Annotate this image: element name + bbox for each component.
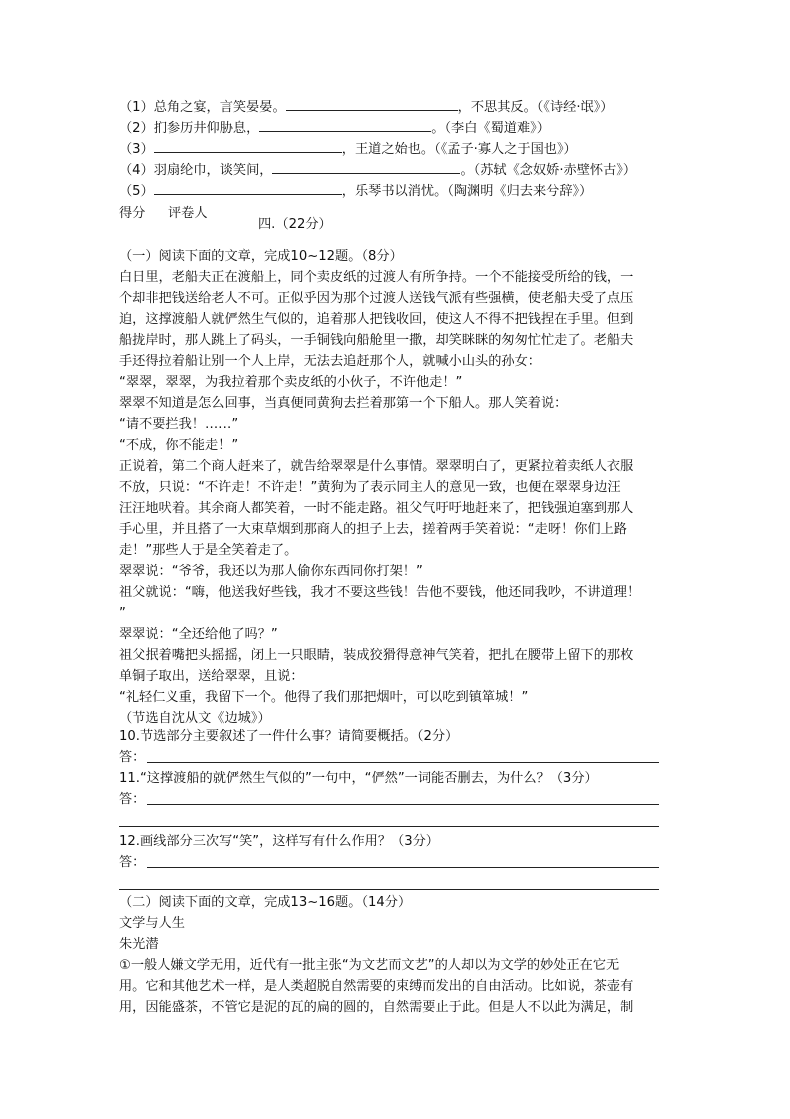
- passage-line: ①一般人嫌文学无用，近代有一批主张“为文艺而文艺”的人却以为文学的妙处正在它无: [119, 958, 620, 973]
- passage-line: 迫，这撑渡船人就俨然生气似的，追着那人把钱收回，使这人不得不把钱捏在手里。但到: [119, 312, 634, 327]
- answer-line[interactable]: [147, 804, 659, 805]
- answer-blank[interactable]: [154, 138, 342, 153]
- fill-blank-1-prefix: （1）总角之宴，言笑晏晏。: [119, 100, 286, 115]
- answer-line[interactable]: [147, 867, 659, 868]
- passage-line: 用。它和其他艺术一样，是人类超脱自然需要的束缚而发出的自由活动。比如说，茶壶有: [119, 979, 634, 994]
- passage-line: 单铜子取出，送给翠翠，且说：: [119, 669, 304, 684]
- answer-blank[interactable]: [286, 96, 458, 111]
- score-label: 得分: [119, 206, 146, 221]
- passage-line: 走！”那些人于是全笑着走了。: [119, 543, 298, 558]
- fill-blank-5: [119, 180, 592, 202]
- fill-blank-3-prefix: （3）: [119, 142, 154, 157]
- question-11: 11.“这撑渡船的就俨然生气似的”一句中，“俨然”一词能否删去，为什么？（3分）: [119, 771, 598, 786]
- passage-line: “不成，你不能走！”: [119, 438, 239, 453]
- answer-line[interactable]: [119, 889, 659, 890]
- fill-blank-3: [119, 138, 577, 160]
- passage-line: 翠翠说：“全还给他了吗？”: [119, 627, 278, 642]
- fill-blank-4: [119, 159, 636, 181]
- answer-line[interactable]: [147, 762, 659, 763]
- passage-line: “翠翠，翠翠，为我拉着那个卖皮纸的小伙子，不许他走！”: [119, 375, 463, 390]
- answer-blank[interactable]: [272, 159, 460, 174]
- passage-line: 翠翠说：“爷爷，我还以为那人偷你东西同你打架！”: [119, 564, 423, 579]
- passage-line: 手心里，并且搭了一大束草烟到那商人的担子上去，搓着两手笑着说：“走呀！你们上路: [119, 522, 627, 537]
- fill-blank-5-suffix: ，乐琴书以消忧。（陶渊明《归去来兮辞》）: [341, 184, 593, 199]
- fill-blank-2-prefix: （2）扪参历井仰胁息，: [119, 121, 260, 136]
- fill-blank-1: [119, 96, 613, 118]
- passage-line: 船拢岸时，那人跳上了码头，一手铜钱向船舱里一撒，却笑眯眯的匆匆忙忙走了。老船夫: [119, 333, 634, 348]
- passage-line: 白日里，老船夫正在渡船上，同个卖皮纸的过渡人有所争持。一个不能接受所给的钱，一: [119, 270, 634, 285]
- fill-blank-2: [119, 117, 550, 139]
- answer-blank[interactable]: [259, 117, 431, 132]
- fill-blank-5-prefix: （5）: [119, 184, 154, 199]
- fill-blank-2-suffix: 。（李白《蜀道难》）: [431, 121, 550, 136]
- passage-line: 正说着，第二个商人赶来了，就告给翠翠是什么事情。翠翠明白了，更紧拉着卖纸人衣服: [119, 459, 634, 474]
- fill-blank-4-suffix: 。（苏轼《念奴娇·赤壁怀古》）: [460, 163, 637, 178]
- fill-blank-3-suffix: ，王道之始也。（《孟子·寡人之于国也》）: [341, 142, 577, 157]
- fill-blank-1-suffix: ，不思其反。（《诗经·氓》）: [457, 100, 614, 115]
- passage-line: 手还得拉着船让别一个人上岸，无法去追赶那个人，就喊小山头的孙女：: [119, 354, 541, 369]
- passage-line: 用，因能盛茶，不管它是泥的瓦的扁的圆的，自然需要止于此。但是人不以此为满足，制: [119, 1000, 634, 1015]
- answer-blank[interactable]: [154, 180, 342, 195]
- passage-line: “礼轻仁义重，我留下一个。他得了我们那把烟叶，可以吃到镇箪城！”: [119, 690, 529, 705]
- section-heading: 四.（22分）: [258, 217, 332, 232]
- passage-line: 祖父就说：“嗨，他送我好些钱，我才不要这些钱！告他不要钱，他还同我吵，不讲道理！: [119, 585, 641, 600]
- question-10: 10.节选部分主要叙述了一件什么事？请简要概括。（2分）: [119, 729, 459, 744]
- passage-line: 汪汪地吠着。其余商人都笑着，一时不能走路。祖父气吁吁地赶来了，把钱强迫塞到那人: [119, 501, 634, 516]
- part1-instruction: （一）阅读下面的文章，完成10~12题。（8分）: [119, 249, 403, 264]
- article-title: 文学与人生: [119, 916, 185, 931]
- passage-line: “请不要拦我！……”: [119, 417, 239, 432]
- answer-label: 答：: [119, 792, 146, 807]
- answer-label: 答：: [119, 855, 146, 870]
- answer-label: 答：: [119, 750, 146, 765]
- answer-line[interactable]: [119, 826, 659, 827]
- grader-label: 评卷人: [168, 206, 208, 221]
- fill-blank-4-prefix: （4）羽扇纶巾，谈笑间，: [119, 163, 273, 178]
- part2-instruction: （二）阅读下面的文章，完成13~16题。（14分）: [119, 895, 412, 910]
- passage-line: （节选自沈从文《边城》）: [119, 711, 271, 726]
- passage-line: ”: [119, 606, 126, 621]
- article-author: 朱光潜: [119, 937, 159, 952]
- passage-line: 祖父抿着嘴把头摇摇，闭上一只眼睛，装成狡猾得意神气笑着，把扎在腰带上留下的那枚: [119, 648, 634, 663]
- question-12: 12.画线部分三次写“笑”，这样写有什么作用？（3分）: [119, 834, 439, 849]
- passage-line: 不放，只说：“不许走！不许走！”黄狗为了表示同主人的意见一致，也便在翠翠身边汪: [119, 480, 621, 495]
- passage-line: 翠翠不知道是怎么回事，当真便同黄狗去拦着那第一个下船人。那人笑着说：: [119, 396, 568, 411]
- passage-line: 个却非把钱送给老人不可。正似乎因为那个过渡人送钱气派有些强横，使老船夫受了点压: [119, 291, 634, 306]
